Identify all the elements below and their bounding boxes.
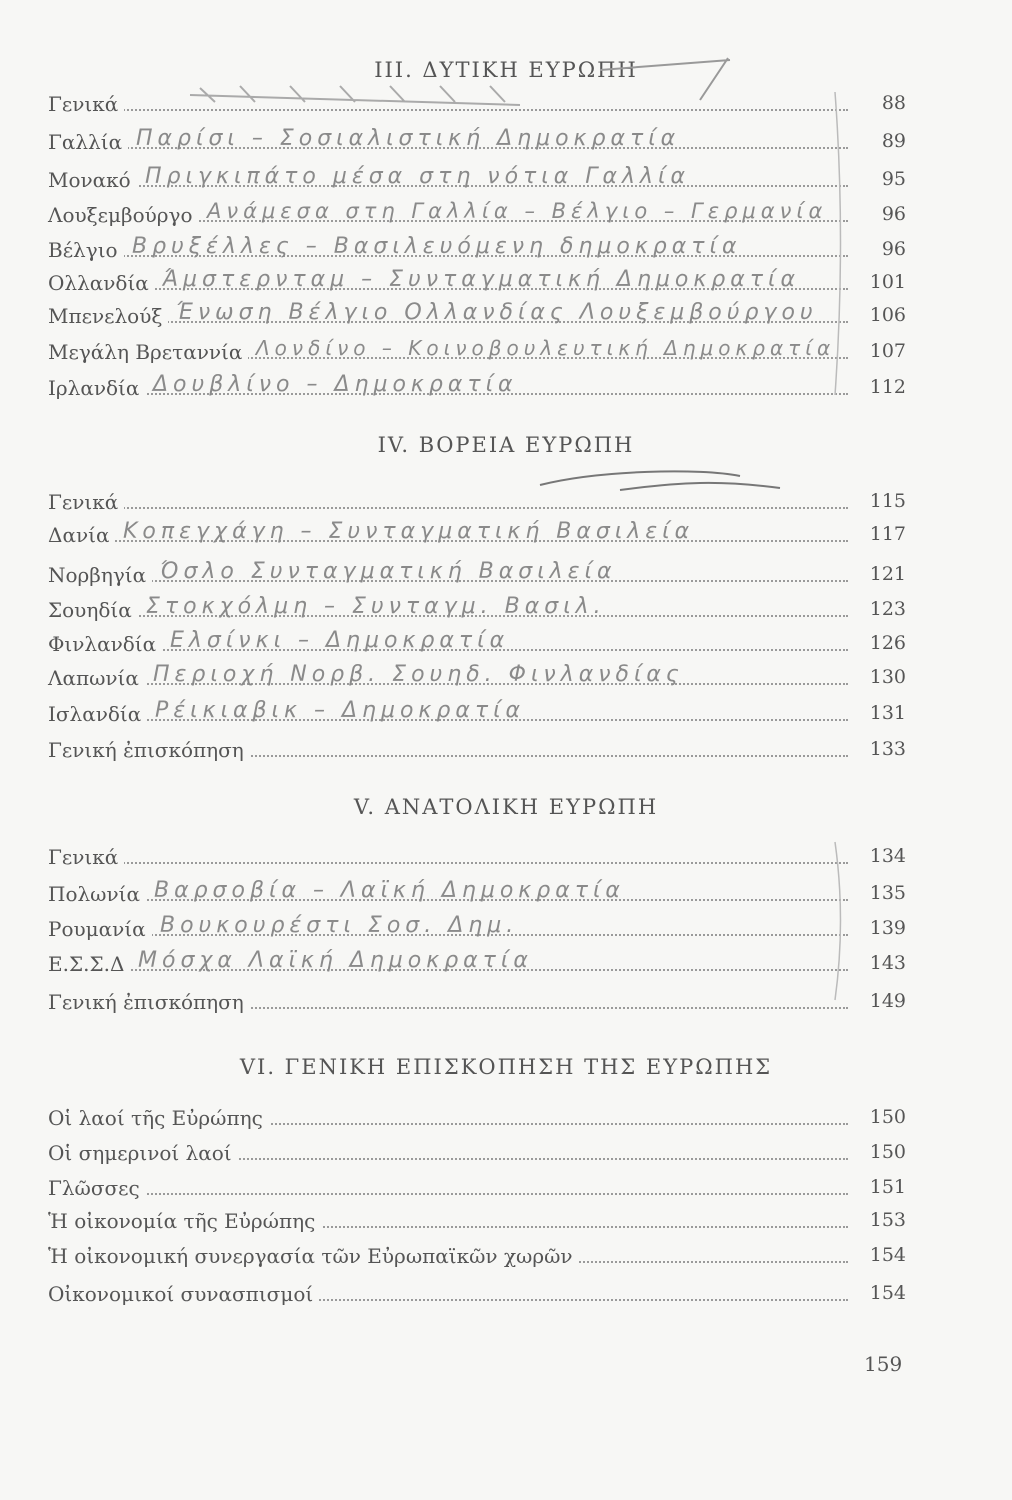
toc-entry-page: 96 (881, 238, 906, 260)
section-title: IV. ΒΟΡΕΙΑ ΕΥΡΩΠΗ (377, 433, 635, 457)
section-title: III. ΔΥΤΙΚΗ ΕΥΡΩΠΗ (374, 58, 638, 82)
toc-entry-page: 143 (869, 952, 906, 974)
toc-entry-page: 101 (869, 271, 906, 293)
toc-entry-label: Λουξεμβούργο (48, 203, 199, 227)
toc-entry-label: Ολλανδία (48, 271, 155, 295)
toc-entry-page: 131 (869, 702, 906, 724)
toc-entry-page: 130 (869, 666, 906, 688)
toc-entry-page: 154 (869, 1282, 906, 1304)
toc-entry-label: Οἱ σημερινοί λαοί (48, 1141, 238, 1165)
toc-entry-page: 150 (869, 1106, 906, 1128)
section-title: VI. ΓΕΝΙΚΗ ΕΠΙΣΚΟΠΗΣΗ ΤΗΣ ΕΥΡΩΠΗΣ (239, 1055, 773, 1079)
toc-entry-label: Φινλανδία (48, 632, 162, 656)
page-number: 159 (864, 1352, 903, 1376)
toc-entry-label: Βέλγιο (48, 238, 124, 262)
toc-entry-page: 126 (869, 632, 906, 654)
toc-entry-label: Μονακό (48, 168, 137, 192)
toc-entry-page: 88 (881, 92, 906, 114)
toc-entry-page: 121 (869, 563, 906, 585)
handwritten-note: Άμστερνταμ – Συνταγματική Δημοκρατία (163, 267, 800, 292)
toc-entry-label: Γενική ἐπισκόπηση (48, 738, 250, 762)
toc-entry-page: 95 (881, 168, 906, 190)
handwritten-note: Στοκχόλμη – Συνταγμ. Βασιλ. (146, 594, 606, 619)
toc-entry-page: 117 (869, 523, 906, 545)
toc-entry-label: Οἰκονομικοί συνασπισμοί (48, 1282, 319, 1306)
handwritten-note: Μόσχα Λαϊκή Δημοκρατία (138, 948, 533, 973)
toc-entry-label: Γενική ἐπισκόπηση (48, 990, 250, 1014)
handwritten-note: Λονδίνο – Κοινοβουλευτική Δημοκρατία (256, 336, 836, 360)
toc-entry-page: 112 (869, 376, 906, 398)
toc-entry-page: 135 (869, 882, 906, 904)
toc-entry-page: 115 (869, 490, 906, 512)
toc-entry-label: Γαλλία (48, 130, 128, 154)
toc-entry-label: Γενικά (48, 490, 124, 514)
toc-entry-label: Δανία (48, 523, 115, 547)
toc-entry-label: Ρουμανία (48, 917, 152, 941)
toc-entry-label: Σουηδία (48, 598, 138, 622)
toc-entry-label: Ἡ οἰκονομική συνεργασία τῶν Εὐρωπαϊκῶν χωρῶν (48, 1244, 579, 1268)
toc-entry-page: 133 (869, 738, 906, 760)
toc-entry-label: Ἡ οἰκονομία τῆς Εὐρώπης (48, 1209, 321, 1233)
handwritten-note: Όσλο Συνταγματική Βασιλεία (160, 559, 617, 584)
toc-entry-label: Γενικά (48, 845, 124, 869)
handwritten-note: Βαρσοβία – Λαϊκή Δημοκρατία (154, 878, 625, 903)
pen-stroke-xs (190, 86, 520, 105)
handwritten-note: Δουβλίνο – Δημοκρατία (153, 372, 518, 397)
toc-entry-label: Νορβηγία (48, 563, 152, 587)
toc-entry-label: Γλῶσσες (48, 1176, 146, 1200)
toc-entry-label: Ε.Σ.Σ.Δ (48, 952, 130, 976)
pen-brace-bottom (835, 842, 841, 1000)
handwritten-note: Ελσίνκι – Δημοκρατία (170, 628, 510, 653)
toc-entry-page: 134 (869, 845, 906, 867)
toc-entry-label: Γενικά (48, 92, 124, 116)
handwritten-note: Βρυξέλλες – Βασιλευόμενη δημοκρατία (132, 234, 742, 259)
pen-brace-top (835, 92, 841, 395)
toc-entry-page: 153 (869, 1209, 906, 1231)
toc-entry-page: 106 (869, 304, 906, 326)
handwritten-note: Ένωση Βέλγιο Ολλανδίας Λουξεμβούργου (176, 300, 818, 325)
toc-entry-label: Μεγάλη Βρεταννία (48, 340, 248, 364)
toc-entry-label: Μπενελούξ (48, 304, 168, 328)
toc-entry-page: 139 (869, 917, 906, 939)
handwritten-note: Παρίσι – Σοσιαλιστική Δημοκρατία (136, 126, 681, 151)
pen-swoosh (540, 471, 780, 490)
toc-entry-label: Πολωνία (48, 882, 146, 906)
toc-entry-page: 96 (881, 203, 906, 225)
handwritten-note: Περιοχή Νορβ. Σουηδ. Φινλανδίας (153, 662, 684, 687)
pen-stroke-top (600, 58, 730, 100)
toc-entry-page: 149 (869, 990, 906, 1012)
toc-entry-label: Οἱ λαοί τῆς Εὐρώπης (48, 1106, 269, 1130)
toc-entry-label: Ιρλανδία (48, 376, 145, 400)
toc-entry-label: Ισλανδία (48, 702, 147, 726)
toc-entry-page: 150 (869, 1141, 906, 1163)
toc-entry-page: 89 (881, 130, 906, 152)
toc-entry-page: 107 (869, 340, 906, 362)
handwritten-note: Ρέικιαβικ – Δημοκρατία (155, 698, 526, 723)
section-title: V. ΑΝΑΤΟΛΙΚΗ ΕΥΡΩΠΗ (353, 795, 659, 819)
toc-entry-page: 151 (869, 1176, 906, 1198)
handwritten-note: Πριγκιπάτο μέσα στη νότια Γαλλία (145, 164, 690, 189)
handwritten-note: Βουκουρέστι Σοσ. Δημ. (160, 913, 519, 938)
toc-entry-page: 154 (869, 1244, 906, 1266)
handwritten-note: Κοπεγχάγη – Συνταγματική Βασιλεία (123, 519, 695, 544)
handwritten-note: Ανάμεσα στη Γαλλία – Βέλγιο – Γερμανία (207, 199, 828, 223)
toc-entry-page: 123 (869, 598, 906, 620)
toc-entry-label: Λαπωνία (48, 666, 145, 690)
